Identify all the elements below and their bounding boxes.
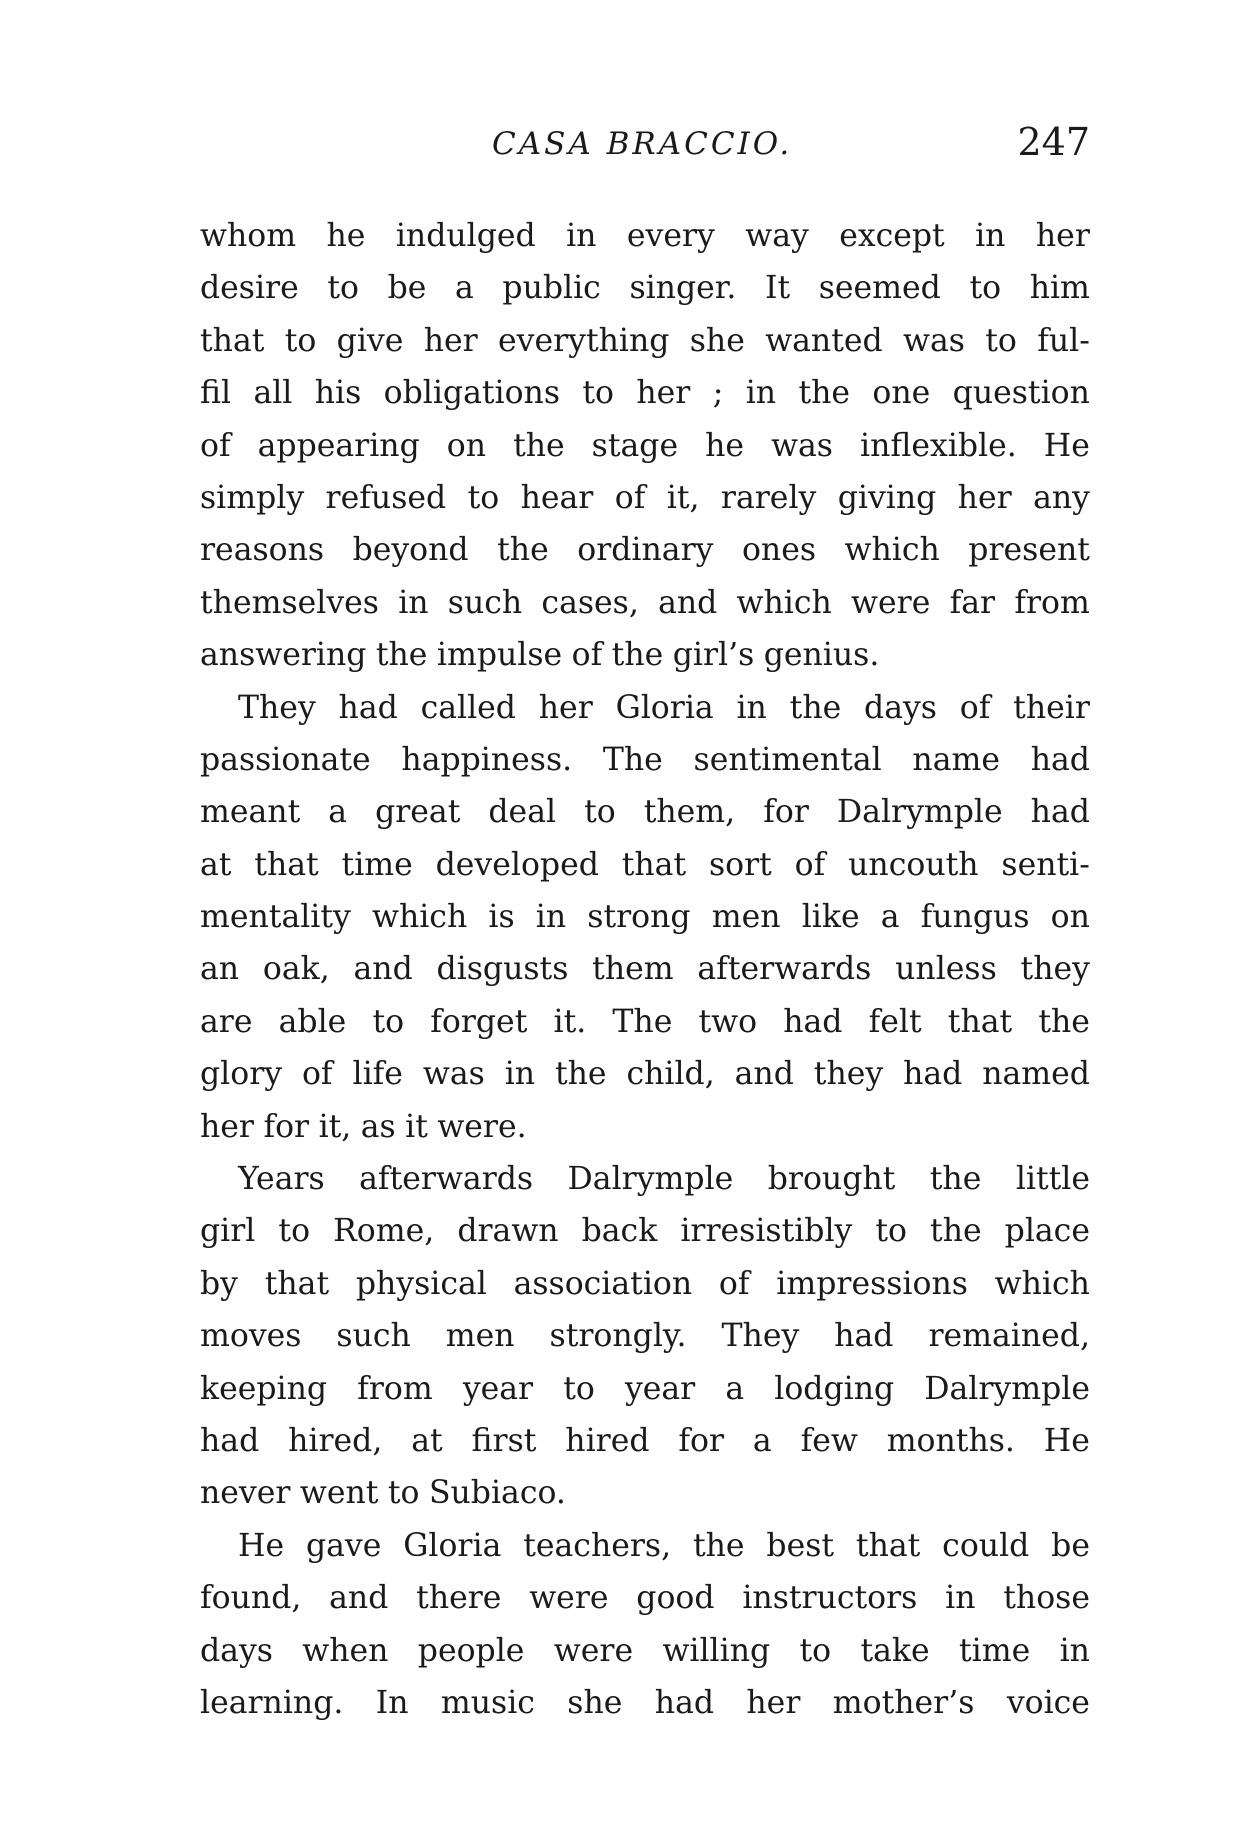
text-line: that to give her everything she wanted was to ful- xyxy=(200,322,1090,359)
paragraph xyxy=(200,210,1090,682)
paragraph xyxy=(200,1153,1090,1520)
text-line: mentality which is in strong men like a fungus on xyxy=(200,899,1090,936)
text-line: answering the impulse of the girl’s genius. xyxy=(200,637,880,674)
text-line: days when people were willing to take time in xyxy=(200,1632,1090,1669)
text-line: meant a great deal to them, for Dalrymple had xyxy=(200,794,1090,831)
paragraph xyxy=(200,682,1090,1154)
text-line: of appearing on the stage he was inflexible. He xyxy=(200,427,1090,464)
text-line: learning. In music she had her mother’s voice xyxy=(200,1684,1090,1721)
text-line: her for it, as it were. xyxy=(200,1108,527,1145)
text-line: whom he indulged in every way except in her xyxy=(200,218,1090,254)
text-line: an oak, and disgusts them afterwards unless they xyxy=(200,951,1090,988)
text-line: simply refused to hear of it, rarely giving her any xyxy=(200,479,1090,516)
text-line: desire to be a public singer. It seemed to him xyxy=(200,270,1090,307)
text-line: had hired, at first hired for a few months. He xyxy=(200,1422,1090,1459)
text-line: by that physical association of impressions which xyxy=(200,1265,1090,1302)
text-line: moves such men strongly. They had remained, xyxy=(200,1318,1090,1355)
running-title: CASA BRACCIO. xyxy=(492,126,793,162)
running-head xyxy=(200,120,1090,174)
text-line: at that time developed that sort of uncouth senti- xyxy=(200,846,1090,883)
text-line: passionate happiness. The sentimental name had xyxy=(200,741,1090,778)
text-line: never went to Subiaco. xyxy=(200,1475,566,1512)
body-text xyxy=(200,210,1090,1729)
text-line: girl to Rome, drawn back irresistibly to the place xyxy=(200,1213,1090,1250)
text-line: keeping from year to year a lodging Dalrymple xyxy=(200,1370,1090,1407)
text-line: Years afterwards Dalrymple brought the little xyxy=(238,1161,1090,1198)
text-line: fil all his obligations to her ; in the one question xyxy=(200,375,1090,412)
text-line: themselves in such cases, and which were far from xyxy=(200,584,1090,621)
text-line: glory of life was in the child, and they had named xyxy=(200,1056,1090,1093)
text-line: He gave Gloria teachers, the best that could be xyxy=(238,1527,1090,1564)
page-number: 247 xyxy=(1017,120,1090,164)
paragraph xyxy=(200,1520,1090,1730)
text-line: reasons beyond the ordinary ones which present xyxy=(200,532,1090,569)
text-line: are able to forget it. The two had felt that the xyxy=(200,1003,1090,1040)
text-line: found, and there were good instructors in those xyxy=(200,1580,1090,1617)
text-line: They had called her Gloria in the days of their xyxy=(238,689,1090,726)
